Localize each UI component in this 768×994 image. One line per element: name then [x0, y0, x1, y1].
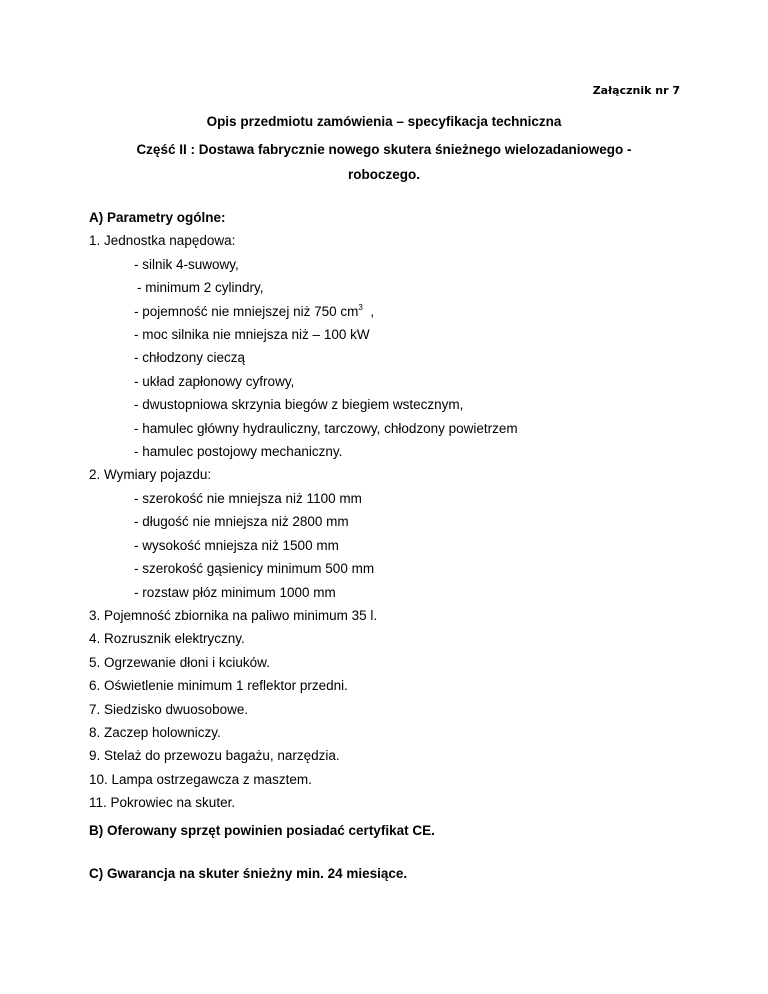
list-item: 8. Zaczep holowniczy. — [89, 724, 221, 740]
spec-line: - silnik 4-suwowy, — [134, 256, 239, 272]
list-item: 6. Oświetlenie minimum 1 reflektor przedni. — [89, 678, 348, 694]
annex-label: Załącznik nr 7 — [592, 84, 680, 97]
document-subtitle-line2: roboczego. — [347, 167, 420, 182]
section-c-warranty: C) Gwarancja na skuter śnieżny min. 24 miesiące. — [89, 865, 408, 881]
spec-line-capacity — [89, 300, 689, 323]
section-a-heading: A) Parametry ogólne: — [89, 210, 226, 225]
list-item: 3. Pojemność zbiornika na paliwo minimum 35 l. — [89, 607, 378, 623]
spec-line: - moc silnika nie mniejsza niż – 100 kW — [134, 327, 370, 343]
spec-capacity-text: - pojemność nie mniejszej niż 750 cm — [134, 303, 359, 319]
document-title: Opis przedmiotu zamówienia – specyfikacja techniczna — [206, 114, 562, 129]
dimension-line: - szerokość nie mniejsza niż 1100 mm — [134, 490, 362, 506]
spec-line: - dwustopniowa skrzynia biegów z biegiem wstecznym, — [134, 397, 464, 413]
list-item: 5. Ogrzewanie dłoni i kciuków. — [89, 654, 270, 670]
spec-capacity-comma: , — [362, 303, 375, 319]
spec-line: - chłodzony cieczą — [134, 350, 246, 366]
list-item: 9. Stelaż do przewozu bagażu, narzędzia. — [89, 748, 340, 764]
list-item: 11. Pokrowiec na skuter. — [89, 795, 236, 811]
document-subtitle-line1: Część II : Dostawa fabrycznie nowego skutera śnieżnego wielozadaniowego - — [136, 142, 632, 157]
list-item: 10. Lampa ostrzegawcza z masztem. — [89, 771, 312, 787]
list-item: 7. Siedzisko dwuosobowe. — [89, 701, 249, 717]
list-item: 4. Rozrusznik elektryczny. — [89, 631, 245, 647]
dimension-line: - długość nie mniejsza niż 2800 mm — [134, 514, 349, 530]
spec-line: - minimum 2 cylindry, — [137, 280, 264, 296]
dimension-line: - szerokość gąsienicy minimum 500 mm — [134, 561, 375, 577]
spec-line: - hamulec główny hydrauliczny, tarczowy, chłodzony powietrzem — [134, 420, 518, 436]
dimension-line: - wysokość mniejsza niż 1500 mm — [134, 537, 339, 553]
item-2-label: 2. Wymiary pojazdu: — [89, 467, 212, 483]
dimension-line: - rozstaw płóz minimum 1000 mm — [134, 584, 336, 600]
superscript-3: 3 — [358, 302, 363, 312]
document-body — [89, 206, 689, 885]
item-1-label: 1. Jednostka napędowa: — [89, 233, 236, 249]
spec-line: - układ zapłonowy cyfrowy, — [134, 373, 295, 389]
spec-line: - hamulec postojowy mechaniczny. — [134, 444, 343, 460]
section-b-certificate: B) Oferowany sprzęt powinien posiadać certyfikat CE. — [89, 822, 435, 838]
